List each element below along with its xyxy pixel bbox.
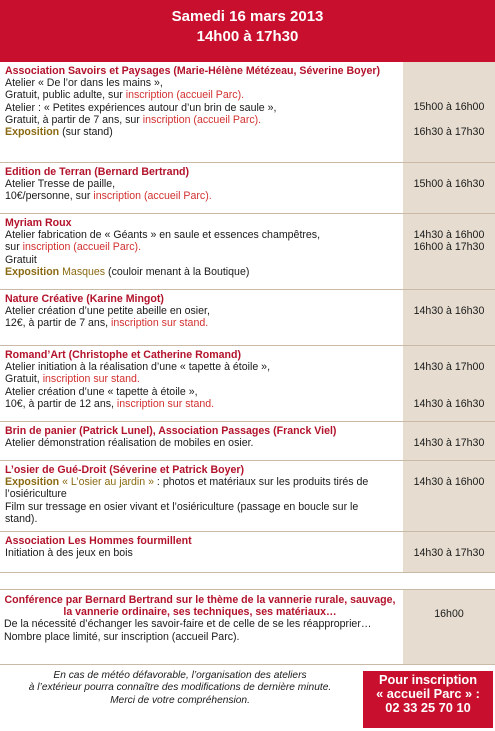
exhibition-line <box>5 476 388 500</box>
activity-text: Gratuit <box>5 253 37 266</box>
activity-text: Atelier fabrication de « Géants » en saule et essences champêtres, <box>5 229 321 242</box>
conference-block <box>0 589 495 665</box>
activity-text: Atelier démonstration réalisation de mobiles en osier. <box>5 437 254 450</box>
registration-info: inscription (accueil Parc). <box>22 241 142 254</box>
time-cell <box>403 163 495 213</box>
conference-text: De la nécessité d’échanger les savoir-faire et de celle de se les réapproprier… <box>4 618 372 631</box>
activity-line <box>5 361 388 373</box>
activity-line <box>5 114 388 126</box>
time-cell <box>403 532 495 572</box>
registration-info: inscription sur stand. <box>116 397 215 410</box>
activity-title: Brin de panier (Patrick Lunel), Association Passages (Franck Viel) <box>5 425 337 437</box>
time-slot: 14h30 à 16h30 <box>413 305 485 317</box>
time-slot: 15h00 à 16h30 <box>413 178 485 190</box>
schedule-table <box>0 62 495 573</box>
activity-text: 10€/personne, sur <box>5 190 94 203</box>
activity-text: Film sur tressage en osier vivant et l’osiériculture (passage en boucle sur le stand). <box>5 500 359 525</box>
activity-title: Association Savoirs et Paysages (Marie-Hélène Métézeau, Séverine Boyer) <box>5 65 381 77</box>
time-slot: 14h30 à 17h30 <box>413 547 485 559</box>
activity-line <box>5 437 388 449</box>
time-cell <box>403 422 495 460</box>
activity-text: Atelier création d’une petite abeille en osier, <box>5 305 210 318</box>
registration-info: inscription (accueil Parc). <box>142 113 262 126</box>
activity-text: sur <box>5 241 23 254</box>
weather-note-line: En cas de météo défavorable, l’organisation des ateliers <box>53 670 307 681</box>
activity-text: Gratuit, <box>5 373 43 386</box>
activity-line <box>5 102 388 114</box>
activity-line <box>5 77 388 89</box>
registration-info: inscription (accueil Parc). <box>125 89 245 102</box>
activity-row <box>0 532 495 573</box>
registration-label: Pour inscription <box>378 672 478 687</box>
activity-row <box>0 346 495 422</box>
activity-line <box>5 317 388 329</box>
time-cell <box>403 461 495 531</box>
time-slot <box>403 89 495 101</box>
exhibition-name: « L’osier au jardin » <box>59 476 154 489</box>
activity-line <box>5 190 388 202</box>
activity-line <box>5 501 388 525</box>
header-hours: 14h00 à 17h30 <box>196 28 299 45</box>
time-cell <box>403 214 495 289</box>
exhibition-line <box>5 126 388 138</box>
conference-registration: Nombre place limité, sur inscription (accueil Parc). <box>4 630 240 643</box>
activity-text: Atelier création d’une « tapette à étoile », <box>5 385 198 398</box>
activity-text: Initiation à des jeux en bois <box>5 547 133 560</box>
activity-text: Gratuit, public adulte, sur <box>5 89 126 102</box>
activity-line <box>5 373 388 385</box>
conference-title: Conférence par Bernard Bertrand sur le thème de la vannerie rurale, sauvage, la vannerie ordinaire, ses techniques, ses matériaux… <box>4 594 396 619</box>
time-cell <box>403 62 495 162</box>
weather-note-line: à l’extérieur pourra connaître des modifications de dernière minute. <box>28 682 332 694</box>
weather-note <box>0 670 360 707</box>
exhibition-detail: (sur stand) <box>59 126 113 139</box>
activity-line <box>5 178 388 190</box>
activity-row <box>0 163 495 214</box>
registration-info: inscription (accueil Parc). <box>93 190 212 203</box>
time-slot: 14h30 à 17h30 <box>413 437 485 449</box>
registration-phone[interactable]: 02 33 25 70 10 <box>385 700 471 715</box>
activity-text: 10€, à partir de 12 ans, <box>5 397 117 410</box>
registration-place: « accueil Parc » : <box>376 686 480 701</box>
time-cell <box>403 346 495 421</box>
registration-info: inscription sur stand. <box>42 373 140 386</box>
weather-note-line: Merci de votre compréhension. <box>110 694 250 706</box>
header-date: Samedi 16 mars 2013 <box>171 8 324 25</box>
activity-row <box>0 422 495 461</box>
exhibition-label: Exposition <box>5 476 60 489</box>
activity-title: Romand’Art (Christophe et Catherine Romand) <box>5 349 242 361</box>
activity-title: Nature Créative (Karine Mingot) <box>5 293 164 305</box>
activity-line <box>5 547 388 559</box>
activity-text: 12€, à partir de 7 ans, <box>5 317 112 330</box>
activity-line <box>5 398 388 410</box>
activity-text: Atelier « De l’or dans les mains », <box>5 77 163 90</box>
activity-line <box>5 386 388 398</box>
activity-title: L’osier de Gué-Droit (Séverine et Patrick Boyer) <box>5 464 245 476</box>
time-slot: 16h00 à 17h30 <box>413 241 485 254</box>
date-header <box>0 0 495 62</box>
activity-line <box>5 229 388 241</box>
time-slot: 15h00 à 16h00 <box>413 101 485 114</box>
exhibition-name: Masques <box>59 265 106 278</box>
exhibition-detail: (couloir menant à la Boutique) <box>105 265 250 278</box>
exhibition-label: Exposition <box>5 265 60 278</box>
time-slot: 14h30 à 16h00 <box>413 229 485 241</box>
time-slot <box>403 113 495 125</box>
activity-line <box>5 241 388 253</box>
registration-info: inscription sur stand. <box>111 317 209 330</box>
exhibition-detail: : photos et matériaux sur les produits tirés de l’osiériculture <box>5 476 369 501</box>
exhibition-label: Exposition <box>5 126 60 139</box>
activity-row <box>0 214 495 290</box>
time-slot <box>403 373 495 385</box>
time-slot: 14h30 à 16h30 <box>413 397 485 410</box>
activity-title: Myriam Roux <box>5 217 72 229</box>
activity-line <box>5 254 388 266</box>
activity-row <box>0 62 495 163</box>
activity-title: Association Les Hommes fourmillent <box>5 535 192 547</box>
time-slot: 16h30 à 17h30 <box>413 125 485 138</box>
activity-text: Atelier initiation à la réalisation d’une « tapette à étoile », <box>5 361 271 374</box>
registration-box <box>363 671 493 728</box>
activity-line <box>5 89 388 101</box>
activity-row <box>0 461 495 532</box>
time-slot <box>403 385 495 397</box>
time-slot: 14h30 à 16h00 <box>413 476 485 488</box>
activity-text: Gratuit, à partir de 7 ans, sur <box>5 113 143 126</box>
activity-text: Atelier Tresse de paille, <box>5 178 116 191</box>
activity-text: Atelier : « Petites expériences autour d’un brin de saule », <box>5 101 277 114</box>
activity-row <box>0 290 495 346</box>
activity-line <box>5 305 388 317</box>
time-cell <box>403 290 495 345</box>
time-slot: 14h30 à 17h00 <box>413 361 485 373</box>
conference-time-cell <box>403 590 495 664</box>
activity-title: Edition de Terran (Bernard Bertrand) <box>5 166 190 178</box>
conference-time: 16h00 <box>434 608 464 620</box>
exhibition-line <box>5 266 388 278</box>
